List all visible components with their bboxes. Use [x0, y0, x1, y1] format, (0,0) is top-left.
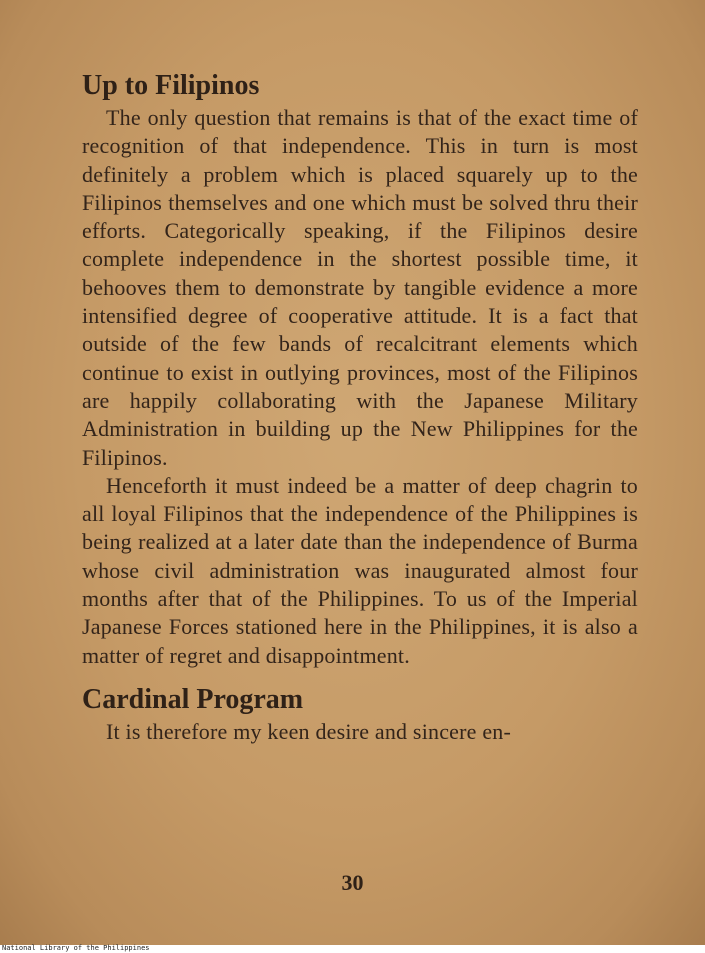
paragraph-2: Henceforth it must indeed be a matter of deep chagrin to all loyal Filipinos that the independence of the Philippines is being realized at a later date than the independence of Burma whose civil administration was inaugurated almost four months after that of the Philippines. To us of the Imperial Japanese Forces stationed here in the Philippines, it is also a matter of regret and disappointment. [82, 472, 638, 668]
section-heading-up-to-filipinos: Up to Filipinos [82, 70, 260, 101]
paragraph-3: It is therefore my keen desire and sincere en- [106, 718, 512, 744]
paragraph-1: The only question that remains is that of the exact time of recognition of that independence. This in turn is most definitely a problem which is placed squarely up to the Filipinos themselves and one which must be solved thru their efforts. Categorically speaking, if the Filipinos desire complete independence in the shortest possible time, it behooves them to demonstrate by tangible evidence a more intensified degree of cooperative attitude. It is a fact that outside of the few bands of recalcitrant elements which continue to exist in outlying provinces, most of the Filipinos are happily collaborating with the Japanese Military Administration in building up the New Philippines for the Filipinos. [82, 105, 638, 470]
page-number: 30 [341, 870, 364, 895]
source-credit: National Library of the Philippines [2, 944, 150, 952]
section-heading-cardinal-program: Cardinal Program [82, 683, 304, 715]
page-content [82, 68, 638, 746]
